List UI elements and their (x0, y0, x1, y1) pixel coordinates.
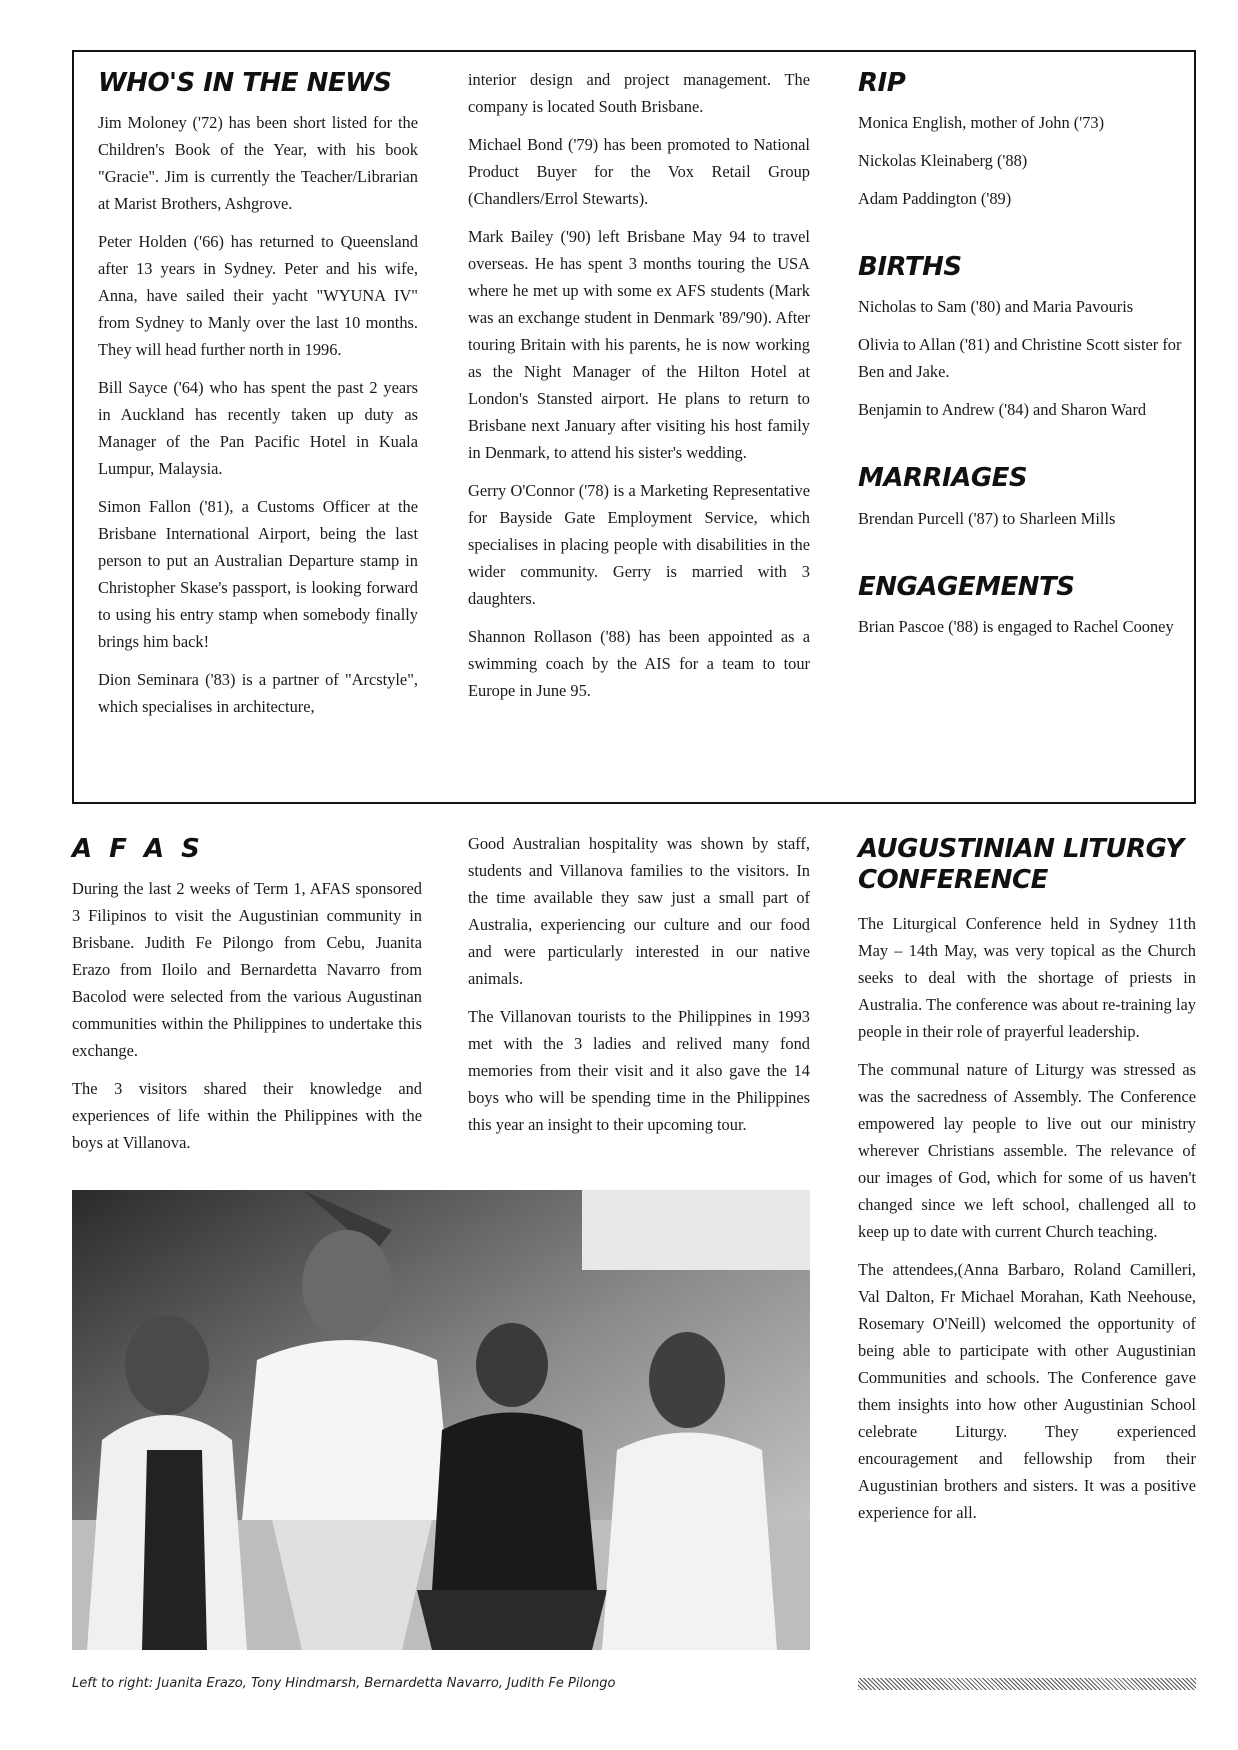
decorative-hatch-bar (858, 1678, 1196, 1690)
liturgy-heading-line2: CONFERENCE (858, 865, 1048, 896)
whos-in-the-news-heading: WHO'S IN THE NEWS (98, 68, 392, 98)
afas-heading: A F A S (72, 834, 204, 864)
birth-item: Benjamin to Andrew ('84) and Sharon Ward (858, 400, 1147, 420)
liturgy-paragraph: The attendees,(Anna Barbaro, Roland Camilleri, Val Dalton, Fr Michael Morahan, Kath Neehouse, Rosemary O'Neill) welcomed the opportunity of being able to participate with other Augustinian Communities and schools. The Conference gave them insights into how other Augustinian School celebrate Liturgy. They experienced encouragement and fellowship from their Augustinian brothers and sisters. It was a positive experience for all. (858, 1260, 1196, 1523)
news-column-2 (468, 66, 810, 715)
news-item: interior design and project management. The company is located South Brisbane. (468, 70, 810, 116)
news-item: Gerry O'Connor ('78) is a Marketing Representative for Bayside Gate Employment Service, which specialises in placing people with disabilities in the wider community. Gerry is married with 3 daughters. (468, 481, 810, 608)
group-photo (72, 1190, 810, 1650)
news-item: Peter Holden ('66) has returned to Queensland after 13 years in Sydney. Peter and his wife, Anna, have sailed their yacht "WYUNA IV" from Sydney to Manly over the last 10 months. They will head further north in 1996. (98, 232, 418, 360)
rip-item: Adam Paddington ('89) (858, 189, 1012, 209)
births-heading: BIRTHS (858, 252, 962, 283)
afas-column-1 (72, 834, 422, 1167)
news-item: Jim Moloney ('72) has been short listed for the Children's Book of the Year, with his book "Gracie". Jim is currently the Teacher/Librarian at Marist Brothers, Ashgrove. (98, 113, 418, 214)
liturgy-heading-line1: AUGUSTINIAN LITURGY (858, 834, 1184, 864)
liturgy-paragraph: The Liturgical Conference held in Sydney 11th May – 14th May, was very topical as the Church seeks to deal with the shortage of priests in Australia. The conference was about re-training lay people in their role of prayerful leadership. (858, 914, 1196, 1042)
liturgy-heading (858, 834, 1196, 896)
liturgy-paragraph: The communal nature of Liturgy was stressed as was the sacredness of Assembly. The Conference empowered lay people to live out our ministry wherever Christians assemble. The relevance of our images of God, which for some of us haven't changed since we left school, challenged all to keep up to date with current Church teaching. (858, 1060, 1196, 1242)
afas-paragraph: The 3 visitors shared their knowledge and experiences of life within the Philippines with the boys at Villanova. (72, 1079, 422, 1153)
marriage-item: Brendan Purcell ('87) to Sharleen Mills (858, 508, 1116, 528)
news-item: Shannon Rollason ('88) has been appointed as a swimming coach by the AIS for a team to tour Europe in June 95. (468, 627, 810, 700)
engagements-heading: ENGAGEMENTS (858, 571, 1075, 602)
rip-item: Monica English, mother of John ('73) (858, 113, 1105, 133)
news-column-3 (858, 68, 1188, 651)
news-item: Bill Sayce ('64) who has spent the past 2 years in Auckland has recently taken up duty as Manager of the Pan Pacific Hotel in Kuala Lumpur, Malaysia. (98, 378, 418, 479)
news-item: Simon Fallon ('81), a Customs Officer at the Brisbane International Airport, being the last person to put an Australian Departure stamp in Christopher Skase's passport, is looking forward to using his entry stamp when somebody finally brings him back! (98, 497, 418, 652)
afas-column-2 (468, 830, 810, 1149)
group-photo-illustration (72, 1190, 810, 1650)
birth-item: Nicholas to Sam ('80) and Maria Pavouris (858, 297, 1134, 317)
news-item: Dion Seminara ('83) is a partner of "Arcstyle", which specialises in architecture, (98, 670, 418, 717)
news-item: Mark Bailey ('90) left Brisbane May 94 to travel overseas. He has spent 3 months touring the USA where he met up with some ex AFS students (Mark was an exchange student in Denmark '89/'90). After touring Britain with his parents, he is now working as the Night Manager of the Hilton Hotel at London's Stansted airport. He plans to return to Brisbane next January after visiting his host family in Denmark, to attend his sister's wedding. (468, 227, 810, 462)
news-item: Michael Bond ('79) has been promoted to National Product Buyer for the Vox Retail Group (Chandlers/Errol Stewarts). (468, 135, 810, 208)
afas-paragraph: During the last 2 weeks of Term 1, AFAS sponsored 3 Filipinos to visit the Augustinian community in Brisbane. Judith Fe Pilongo from Cebu, Juanita Erazo from Iloilo and Bernardetta Navarro from Bacolod were selected from the various Augustinan communities within the Philippines to undertake this exchange. (72, 879, 422, 1061)
rip-heading: RIP (858, 68, 906, 98)
liturgy-column (858, 834, 1196, 1537)
engagement-item: Brian Pascoe ('88) is engaged to Rachel Cooney (858, 616, 1174, 636)
photo-caption: Left to right: Juanita Erazo, Tony Hindmarsh, Bernardetta Navarro, Judith Fe Pilongo (72, 1676, 616, 1691)
afas-paragraph: The Villanovan tourists to the Philippines in 1993 met with the 3 ladies and relived many fond memories from their visit and it also gave the 14 boys who will be spending time in the Philippines this year an insight to their upcoming tour. (468, 1007, 810, 1134)
rip-item: Nickolas Kleinaberg ('88) (858, 151, 1028, 171)
marriages-heading: MARRIAGES (858, 463, 1028, 494)
birth-item: Olivia to Allan ('81) and Christine Scott sister for Ben and Jake. (858, 335, 1182, 382)
afas-paragraph: Good Australian hospitality was shown by staff, students and Villanova families to the visitors. In the time available they saw just a small part of Australia, experiencing our culture and our food and were particularly interested in our native animals. (468, 834, 810, 988)
news-column-1 (98, 68, 418, 731)
